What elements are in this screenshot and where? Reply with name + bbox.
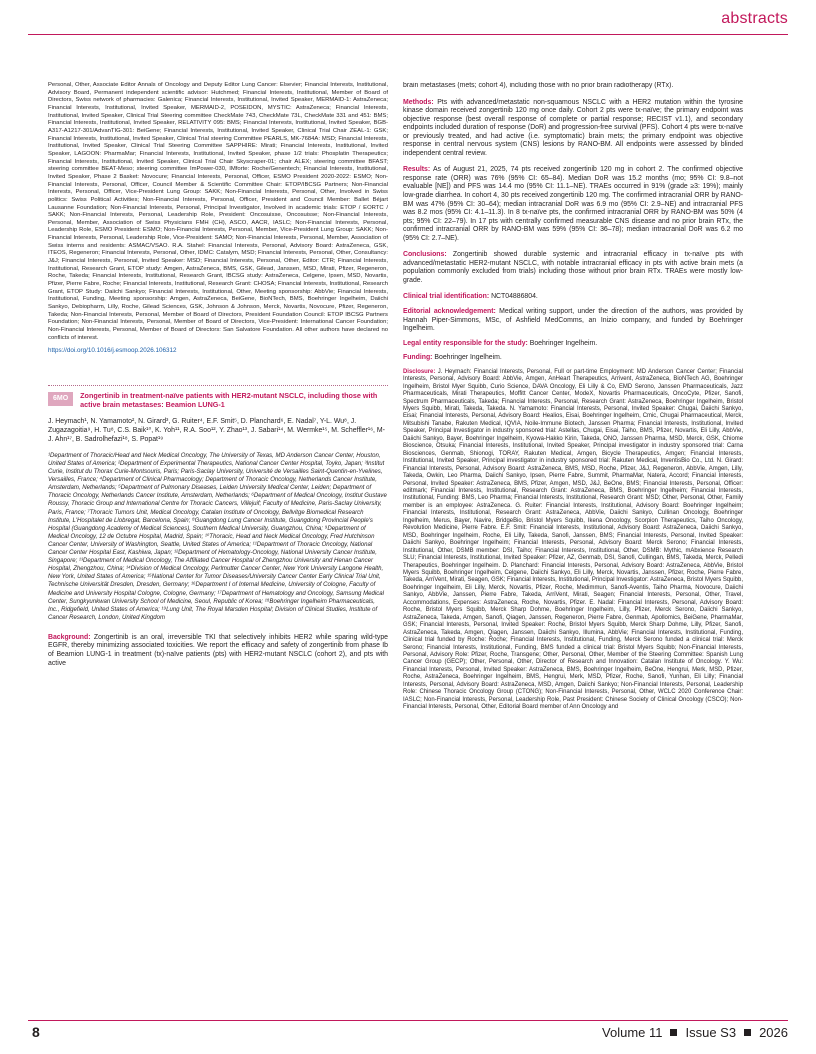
editorial-paragraph: [403, 308, 743, 334]
background-continued: brain metastases (mets; cohort 4), including those with no prior brain radiotherapy (RTx).: [403, 82, 674, 89]
disclosure-label: Disclosure:: [403, 368, 436, 375]
editorial-text: Medical writing support, under the direction of the authors, was provided by Hannah Piper-Simmons, MSc, of Ashfield MedComms, an Inizio company, and funded by Boehringer Ingelheim.: [403, 308, 743, 333]
background-text: Zongertinib is an oral, irreversible TKI that selectively inhibits HER2 while sparing wild-type EGFR, thereby minimizing associated toxicities. We report the efficacy and safety of zongertinib from phase Ib of Beamion LUNG-1 in treatment (tx)-naïve patients (pts) with HER2-mutant NSCLC (cohort 2), and pts with active: [48, 633, 388, 667]
trial-id-paragraph: [403, 293, 743, 302]
results-label: Results:: [403, 166, 431, 174]
abstract-id-badge: 6MO: [48, 392, 73, 406]
author-list: J. Heymach¹, N. Yamamoto², N. Girard³, G. Ruiter⁴, E.F. Smit⁵, D. Planchard⁶, E. Nadal⁷, Y-L. Wu⁸, J. Zugazagoitia⁹, H. Tu⁸, C.S. Baik¹⁰, K. Yoh¹¹, R.A. Soo¹², Y. Zhao¹³, J. Sabari¹⁴, M. Wermke¹⁵, M. Scheffler¹⁶, M-J. Ahn¹⁷, B. Sadrolhefazi¹⁸, S. Popat¹⁹: [48, 417, 385, 443]
abstract-title: Zongertinib in treatment-naïve patients with HER2-mutant NSCLC, including those with active brain metastases: Beamion LUNG-1: [80, 391, 378, 409]
methods-paragraph: [403, 99, 743, 159]
disclosure-continued: Personal, Other, Associate Editor Annals of Oncology and Deputy Editor Lung Cancer: Elsevier; Financial Interests, Institutional, Advisory Board, Permanent independent scientific advisor: Hutchmed; Financial Interests, Institutional, Member of Board of Directors, Swiss network of pharmacies: Galenica; Financial Interests, Institutional, Invited Speaker, MERMAID-1: AstraZeneca; Financial Interests, Institutional, Invited Speaker, MERMAID-2, POSEIDON, MYSTIC: AstraZeneca; Financial Interests, Institutional, Invited Speaker, Clinical Trial Steering committee CheckMate 743, CheckMate 73L, CheckMate 331 and 451: BMS; Financial Interests, Institutional, Invited Speaker, RELATIVITY 095: BMS; Financial Interests, Institutional, Invited Speaker, BGB-A317-A1217-301/AdvanTIG-301: BeiGene; Financial Interests, Institutional, Invited Speaker, Clinical Trial Chair ZEAL-1: GSK; Financial Interests, Institutional, Invited Speaker, Clinical Trial steering Committee PEARLS, MK-7684A: MSD; Financial Interests, Institutional, Invited Speaker, Clinical Trial Steering Committee SAPPHIRE: Mirati; Financial Interests, Institutional, Invited Speaker, LAGOON: PharmaMar; Financial Interests, Institutional, Invited Speaker, phase 1/2 trials: Phosplatin Therapeutics; Financial Interests, Institutional, Invited Speaker, Clinical Trial Chair Skyscraper-01; chair ALEX; steering committee BFAST; steering committee BEAT-Meso; steering committee ImPower-030, IMforte: Roche/Genentech; Financial Interests, Institutional, Invited Speaker, Phase 2 Basket: Novocure; Financial Interests, Personal, Officer, ESMO President 2020-2022: ESMO; Non-Financial Interests, Personal, Officer, Council Member & Scientific Committee Chair: ETOP/IBCSG Partners; Non-Financial Interests, Personal, Officer, Vice-President Lung Group: SAKK; Non-Financial Interests, Personal, Other, Involved in Swiss politics: Swiss Political Activities; Non-Financial Interests, Personal, Officer, President and Council Member: Ballet Béjart Lausanne Foundation; Non-Financial Interests, Personal, Principal Investigator, Involved in academic trials: ETOP / EORTC / SAKK; Non-Financial Interests, Personal, Leadership Role, President: Oncosuisse, Oncosuisse; Non-Financial Interests, Personal, Member, Association of Swiss Physicians FMH (CH), ASCO, AACR, IASLC; Non-Financial Interests, Personal, Leadership Role, ESMO President: ESMO; Non-Financial Interests, Personal, Member, Vice-President Lung Group: SAKK; Non-Financial Interests, Personal, Leadership Role, Vice-President: SAMO; Non-Financial Interests, Personal, Member, Association of Swiss interns and residents: ASMAC/VSAO. R.A. Stahel: Financial Interests, Personal, Advisory Board: AstraZeneca, GSK, ITEOS, Regeneron; Financial Interests, Personal, Other, IDMC: Catalym, MSD; Financial Interests, Personal, Other, Consultancy: J&J; Financial Interests, Personal, Invited Speaker: MSD; Financial Interests, Personal, Other, Editor: CTR; Financial Interests, Institutional, Research Grant, ETOP study: Amgen, AstraZeneca, BMS, GSK, Gilead, Janssen, MSD, Mirati, Pfizer, Regeneron, Roche, Takeda; Financial Interests, Institutional, Research Grant, IBCSG study: AstraZeneca, Celgene, Ipsen, MSD, Novartis, Pfizer, Pierre Fabre, Roche; Financial Interests, Institutional, Research Grant: CHOSA; Financial Interests, Institutional, Research Grant, ETOP Study: Daiichi Sankyo; Financial Interests, Institutional, Other, Meeting sponsorship: AbbVie; Financial Interests, Institutional, Funding, Meeting sponsorship: Amgen, AstraZeneca, BeiGene, BioNTech, BMS, Boehringer Ingelheim, Daiichi Sankyo, Debiopharm, Lilly, Roche, Gilead Sciences, GSK, Johnson & Johnson, Merck, Novartis, Novocure, Pfizer, Regeneron, Takeda; Non-Financial Interests, Personal, Member of Board of Directors, President Foundation Council: ETOP IBCSG Partners Foundation; Non-Financial Interests, Personal, Member of Board of Directors, Vice-President: International Cancer Foundation; Non-Financial Interests, Personal, Member of Board of Directors: San Salvatore Foundation. All other authors have declared no conflicts of interest.: [48, 82, 388, 341]
methods-text: Pts with advanced/metastatic non-squamous NSCLC with a HER2 mutation within the tyrosine kinase domain received zongertinib 120 mg once daily. Cohort 2 pts were tx-naïve; the primary endpoint was objective response (best overall response of complete or partial response; RECIST v1.1), and secondary endpoints included duration of response (DoR) and progression-free survival (PFS). Cohort 4 pts were tx-naïve or previously treated, and had active (i.e. symptomatic) brain mets; the primary endpoint was objective response in central nervous system (CNS) lesions by RANO-BM. All endpoints were assessed by blinded independent central review.: [403, 98, 743, 157]
trial-id-text: NCT04886804.: [491, 293, 538, 301]
disclosure-paragraph: [403, 369, 743, 712]
left-column: [48, 82, 388, 1022]
legal-entity-paragraph: [403, 340, 743, 349]
right-column: [403, 82, 743, 1022]
conclusions-label: Conclusions:: [403, 251, 447, 259]
background-label: Background:: [48, 633, 91, 641]
doi-link[interactable]: https://doi.org/10.1016/j.esmoop.2026.106312: [48, 347, 177, 355]
funding-text: Boehringer Ingelheim.: [434, 354, 502, 362]
footer-divider: [28, 1020, 788, 1021]
year-label: 2026: [759, 1025, 788, 1040]
background-paragraph: [48, 634, 388, 668]
conclusions-paragraph: [403, 251, 743, 285]
funding-paragraph: [403, 354, 743, 363]
methods-label: Methods:: [403, 98, 434, 106]
disclosure-text: J. Heymach: Financial Interests, Personal, Full or part-time Employment: MD Anderson Cancer Center; Financial Interests, Personal, Advisory Board: AbbVie, Amgen, AnHeart Therapeutics, Arrivent, AstraZeneca, BioNTech AG, Boehringer Ingelheim, Bristol Myer Squibb, Curio Science, DAVA Oncology, Eli Lilly & Co, EMD Serono, Janssen Pharmaceuticals, Jazz Pharmaceuticals, Mirati Therapeutics, Moffitt Cancer Center, ModeX, Novartis Pharmaceuticals, OncoCyte, Pfizer, Sanofi, Spectrum Pharmaceuticals, Takeda; Financial Interests, Personal, Research Grant: AstraZeneca, Boehringer Ingelheim, Bristol Myers Squibb, Mirati, Takeda, Takeda. N. Yamamoto: Financial Interests, Personal, Invited Speaker: Chugai, Daiichi Sankyo, Eisai; Financial Interests, Personal, Advisory Board: Healios, Eisai, Boehringer Ingelheim, Cmic, Chugai Pharmaceutical, Merck, Mitsubishi Tanabe, Rakuten Medical, IQVIA, Noile-Immune Biotech, Janssen Pharma; Financial Interests, Institutional, Invited Speaker, Principal Investigator in industry sponsored trial: Astellas, Chugai, Eisai, Taiho, BMS, Pfizer, Novartis, Eli Lilly, AbbVie, Daiichi Sankyo, Bayer, Boehringer Ingelheim, Kyowa-Hakko Kirin, Takeda, ONO, Janssen Pharma, MSD, Merck, GSK, Chiome Bioscience, Otsuka; Financial Interests, Institutional, Invited Speaker, Principal investigator in industry sponsored trial: Carna Biosciences, Genmab, Shionogi, TORAY, Rakuten Medical, Amgen, Bicycle Therapeutics, Amgen; Financial Interests, Institutional, Invited Speaker, Principal investigator in industry sponsored trial: Rakuten Medical, InventisBio Co., Ltd. N. Girard: Financial Interests, Personal, Advisory Board: AstraZeneca, BMS, MSD, Roche, Pfizer, J&J, Regeneron, AbbVie, Amgen, Lilly, Takeda, Owkin, Leo Pharma, Daiichi Sankyo, Ipsen, Pierre Fabre, Summit, PharmaMar, Natera, Accord; Financial Interests, Personal, Invited Speaker: AstraZeneca, BMS, Pfizer, Amgen, MSD, J&J, BeOne, BMS; Financial Interests, Personal, Officer: editmark; Financial Interests, Institutional, Research Grant: AstraZeneca, BMS, Boehringer Ingelheim; Financial Interests, Institutional, Funding: BMS, Leo Pharma; Financial Interests, Institutional, Research Grant: MSD; Other, Personal, Other, Family member is an employee: AstraZeneca. G. Ruiter: Financial Interests, Institutional, Advisory Board: Boehringer Ingelheim; Financial Interests, Institutional, Research Grant: AstraZeneca, AbbVie, Daiichi Sankyo, Cullinan Oncology, Boehringer Ingelheim, Merus, Bayer, Navire, BridgeBio, Bristol Myers Squibb, Ikena Oncology, Scorpion Therapeutics, Taiho Oncology, Revolution Medicine, Pierre Fabre. E.F. Smit: Financial Interests, Institutional, Advisory Board: AstraZeneca, Daiichi Sankyo, MSD, Boehringer Ingelheim, Roche, Eli Lilly, Takeda, Sanofi, Janssen, BMS; Financial Interests, Personal, Invited Speaker: Daiichi Sankyo, Boehringer Ingelheim; Financial Interests, Personal, Advisory Board: Merck Serono; Financial Interests, Institutional, Other, DSMB member: DSI, Taiho; Financial Interests, Institutional, Other, DSMB: Mythic, mAbxience Research SLU; Financial Interests, Institutional, Invited Speaker: Pfizer, AZ, Genmab, DSI, Sanofi, Cullingan, BMS, Takeda, Merck, Pelledi Therapeutics, Boehringer Ingelheim. D. Planchard: Financial Interests, Personal, Advisory Board: AstraZeneca, AbbVie, Bristol Myers Squibb, Boehringer Ingelheim, Celgene, Daiichi Sankyo, Eli Lilly, Merck, Novartis, Janssen, Pfizer, Roche, Pierre Fabre, Takeda, ArriVent, Mirati, Seagen, GSK; Financial Interests, Institutional, Principal Investigator: AstraZeneca, Bristol Myers Squibb, Boehringer Ingelheim, Eli Lilly, Merck, Novartis, Pfizer, Roche, Medimmun, Sanofi-Aventis, Taiho Pharma, Novocure, Daiichi Sankyo, AbbVie, Janssen, Pierre Fabre, Takeda, ArriVent, Mirati, Seagen; Financial Interests, Personal, Other, Travel, Accommodations, Expenses: AstraZeneca, Roche, Novartis, Pfizer. E. Nadal: Financial Interests, Personal, Advisory Board: Roche, Bristol Myers Squibb, Merck Sharp Dohme, Boehringer Ingelheim, Lilly, Pfizer, Merck Serono, Daiichi Sankyo, AstraZeneca, Takeda, Amgen, Sanofi, Qiagen, Janssen, Regeneron, Pierre Fabre, Genmab, Apollomics, BeiGene, PharmaMar, GSK; Financial Interests, Personal, Invited Speaker: Roche, Bristol Myers Squibb, Merck Sharp Dohme, Lilly, Pfizer, Sanofi, AstraZeneca, Takeda, Amgen, Qiagen, Janssen, Daiichi Sankyo, Illumina, AbbVie; Financial Interests, Institutional, Funding, Clinical trial funded by Roche: Roche; Financial Interests, Institutional, Funding, Merck Serono funded a clinical trial: Merck Serono; Financial Interests, Institutional, Funding, BMS funded a clinical trial: Bristol Myers Squibb; Non-Financial Interests, Personal, Advisory Role: Pfizer, Roche, Transgene; Other, Personal, Other, Member of the Steering Committee: Spanish Lung Cancer Group (GECP); Other, Personal, Other, Director of Research and Innovation: Catalan Institute of Oncology. Y. Wu: Financial Interests, Personal, Invited Speaker: AstraZeneca, BMS, Boehringer Ingelheim, BeOne, Hengrui, Merk, MSD, Pfizer, Roche, AstraZeneca, Boehringer Ingelheim, BMS, Hengrui, Merk, MSD, Pfizer, Roche, Sanofi, Yunhan, Eli Lilly; Financial Interests, Personal, Advisory Board: AstraZeneca, MSD, Amgen, Daiichi Sankyo; Non-Financial Interests, Personal, Leadership Role: Chinese Thoracic Oncology Group (CTONG); Non-Financial Interests, Personal, Other, WCLC 2020 Conference Chair: IASLC; Non-Financial Interests, Personal, Leadership Role, Past President: Chinese Society of Clinical Oncology (CSCO); Non-Financial Interests, Personal, Other, Editorial Board member of Ann Oncology and: [403, 368, 743, 711]
conclusions-text: Zongertinib showed durable systemic and intracranial efficacy in tx-naïve pts with advanced/metastatic HER2-mutant NSCLC, with notable intracranial efficacy in pts with active brain mets (a population commonly excluded from trials) including those without prior brain RTx. TRAEs were mostly low-grade.: [403, 251, 743, 284]
header-divider: [28, 34, 788, 35]
issue-label: Issue S3: [685, 1025, 737, 1040]
legal-entity-label: Legal entity responsible for the study:: [403, 339, 528, 347]
volume-label: Volume 11: [602, 1025, 663, 1040]
results-paragraph: [403, 166, 743, 243]
trial-id-label: Clinical trial identification:: [403, 293, 490, 301]
section-title: abstracts: [721, 10, 788, 27]
issue-info: [602, 1025, 788, 1040]
affiliation-list: ¹Department of Thoracic/Head and Neck Medical Oncology, The University of Texas, MD Anderson Cancer Center, Houston, United States of America; ²Department of Experimental Therapeutics, National Cancer Center Hospital, Toyko, Japan; ³Institut Curie, Institut du Thorax Curie-Montsouris, Paris; Paris-Saclay University, Université de Versailles Saint-Quentin-en-Yvelines, Versailles, France; ⁴Department of Clinical Pharmacology; Department of Thoracic Oncology, Netherlands Cancer Institute, Amsterdam, Netherlands; ⁵Department of Pulmonary Diseases, Leiden University Medical Center, Leiden; Department of Thoracic Oncology, Netherlands Cancer Institute, Amsterdam, Netherlands; ⁶Department of Medical Oncology, Institut Gustave Roussy, Thoracic Group and International Centre for Thoracic Cancers, Villejuif; Faculty of Medicine, Paris-Saclay University, Paris, France; ⁷Thoracic Tumors Unit, Medical Oncology, Catalan Institute of Oncology, Bellvitge Biomedical Research Institute, L'Hospitalet de Llobregat, Barcelona, Spain; ⁸Guangdong Lung Cancer Institute, Guangdong Provincial People's Hospital (Guangdong Academy of Medical Sciences), Southern Medical University, Guangzhou, China; ⁹Department of Medical Oncology, 12 de Octubre Hospital, Madrid, Spain; ¹⁰Thoracic, Head and Neck Medical Oncology, Fred Hutchinson Cancer Center, University of Washington, Seattle, United States of America; ¹¹Department of Thoracic Oncology, National Cancer Center Hospital East, Kashiwa, Japan; ¹²Department of Hematology-Oncology, National University Cancer Institute, Singapore; ¹³Department of Medical Oncology, The Affiliated Cancer Hospital of Zhengzhou University and Henan Cancer Hospital, Zhengzhou, China; ¹⁴Division of Medical Oncology, Perlmutter Cancer Center, New York University Langone Health, New York, United States of America; ¹⁵National Center for Tumor Diseases/University Cancer Center Early Clinical Trial Unit, Technische Universität Dresden, Dresden, Germany; ¹⁶Department I of Internal Medicine, University of Cologne, Faculty of Medicine and University Hospital Cologne, Cologne, Germany; ¹⁷Department of Hematology and Oncology, Samsung Medical Center, Sungkyunkwan University School of Medicine, Seoul, Republic of Korea; ¹⁸Boehringer Ingelheim Pharmaceuticals, Inc., Ridgefield, United States of America; ¹⁹Lung Unit, The Royal Marsden Hospital; Division of Clinical Studies, Institute of Cancer Research, London, United Kingdom: [48, 452, 387, 621]
page-number: 8: [32, 1024, 40, 1040]
separator-square-icon: [670, 1029, 677, 1036]
funding-label: Funding:: [403, 354, 433, 362]
abstract-header: [48, 385, 388, 409]
editorial-label: Editorial acknowledgement:: [403, 308, 496, 316]
separator-square-icon: [744, 1029, 751, 1036]
legal-entity-text: Boehringer Ingelheim.: [529, 339, 598, 347]
results-text: As of August 21, 2025, 74 pts received zongertinib 120 mg in cohort 2. The confirmed objective response rate (ORR) was 76% (95% CI: 65–84). Median DoR was 15.2 months (mo; 95% CI: 9.8–not evaluable [NE]) and PFS was 14.4 mo (95% CI: 11.1–NE). TRAEs occurred in 91% (grade ≥3: 19%); mainly low-grade diarrhea. In cohort 4, 30 pts received zongertinib 120 mg. The confirmed intracranial ORR by RANO-BM was 47% (95% CI: 30–64); median intracranial DoR was 6.9 mo (95% CI: 2.9–NE) and intracranial PFS was 8.2 mos (95% CI: 4.1–11.3). In 8 tx-naïve pts, the confirmed intracranial ORR by RANO-BM was 50% (4 pts; 95% CI: 22–79). In 17 pts with centrally confirmed measurable CNS disease and no prior brain RTx, the confirmed intracranial ORR by RANO-BM was 59% (95% CI: 36–78); median intracranial DoR was 6.2 mo (95% CI: 2.7–NE).: [403, 166, 743, 242]
